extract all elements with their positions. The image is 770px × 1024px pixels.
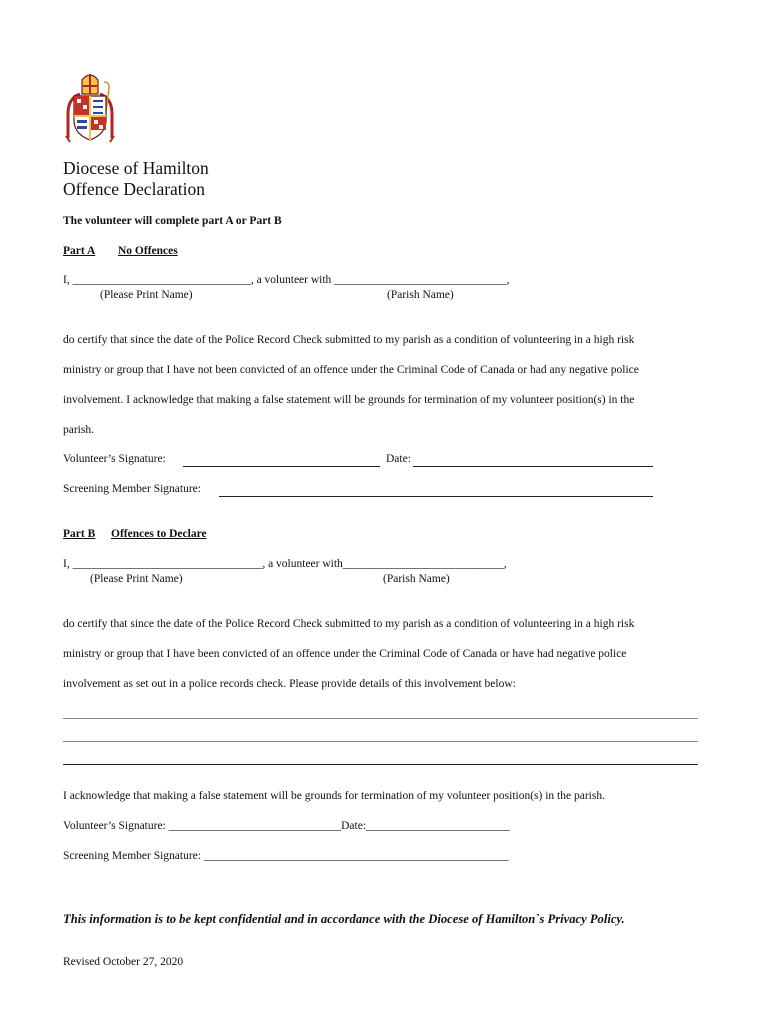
part-a-label: Part A [63, 245, 96, 257]
part-a-volunteer-signature-label: Volunteer’s Signature: [63, 453, 166, 465]
confidential-note: This information is to be kept confidential and in accordance with the Diocese of Hamilton`s Privacy Policy. [63, 912, 625, 926]
diocese-crest-icon [62, 68, 118, 144]
part-a-name-line[interactable]: I, _______________________________, a volunteer with ______________________________, [63, 274, 510, 286]
details-line-1[interactable] [63, 718, 698, 719]
revised-date: Revised October 27, 2020 [63, 956, 184, 968]
part-a-paragraph-line-2: ministry or group that I have not been convicted of an offence under the Criminal Code of Canada or had any negative police [63, 364, 639, 376]
details-line-2[interactable] [63, 741, 698, 742]
part-a-name-hint: (Please Print Name) [100, 289, 193, 301]
part-a-parish-hint: (Parish Name) [387, 289, 454, 301]
part-a-volunteer-signature-field[interactable] [183, 466, 380, 467]
part-b-parish-hint: (Parish Name) [383, 573, 450, 585]
part-b-name-line[interactable]: I, _________________________________, a volunteer with____________________________, [63, 558, 507, 570]
part-a-date-field[interactable] [413, 466, 653, 467]
part-a-screening-signature-label: Screening Member Signature: [63, 483, 201, 495]
part-b-paragraph-line-3: involvement as set out in a police records check. Please provide details of this involvement below: [63, 678, 516, 690]
part-b-volunteer-signature-line[interactable]: Volunteer’s Signature: ______________________________Date:_________________________ [63, 820, 510, 832]
part-a-date-label: Date: [386, 453, 411, 465]
part-b-paragraph-line-2: ministry or group that I have been convicted of an offence under the Criminal Code of Canada or have had negative police [63, 648, 627, 660]
part-b-heading: Offences to Declare [111, 528, 207, 540]
part-b-paragraph-line-1: do certify that since the date of the Police Record Check submitted to my parish as a condition of volunteering in a high risk [63, 618, 635, 630]
part-a-paragraph-line-1: do certify that since the date of the Police Record Check submitted to my parish as a condition of volunteering in a high risk [63, 334, 635, 346]
part-a-paragraph-line-3: involvement. I acknowledge that making a false statement will be grounds for termination of my volunteer position(s) in the [63, 394, 635, 406]
part-b-name-hint: (Please Print Name) [90, 573, 183, 585]
intro-text: The volunteer will complete part A or Part B [63, 215, 282, 227]
part-b-label: Part B [63, 528, 96, 540]
form-title: Offence Declaration [63, 179, 206, 199]
part-b-screening-signature-line[interactable]: Screening Member Signature: _____________________________________________________ [63, 850, 509, 862]
part-a-screening-signature-field[interactable] [219, 496, 653, 497]
details-line-3[interactable] [63, 764, 698, 765]
part-b-acknowledge: I acknowledge that making a false statement will be grounds for termination of my volunteer position(s) in the parish. [63, 790, 605, 802]
org-name: Diocese of Hamilton [63, 158, 209, 178]
part-a-heading: No Offences [118, 245, 178, 257]
part-a-paragraph-line-4: parish. [63, 424, 94, 436]
